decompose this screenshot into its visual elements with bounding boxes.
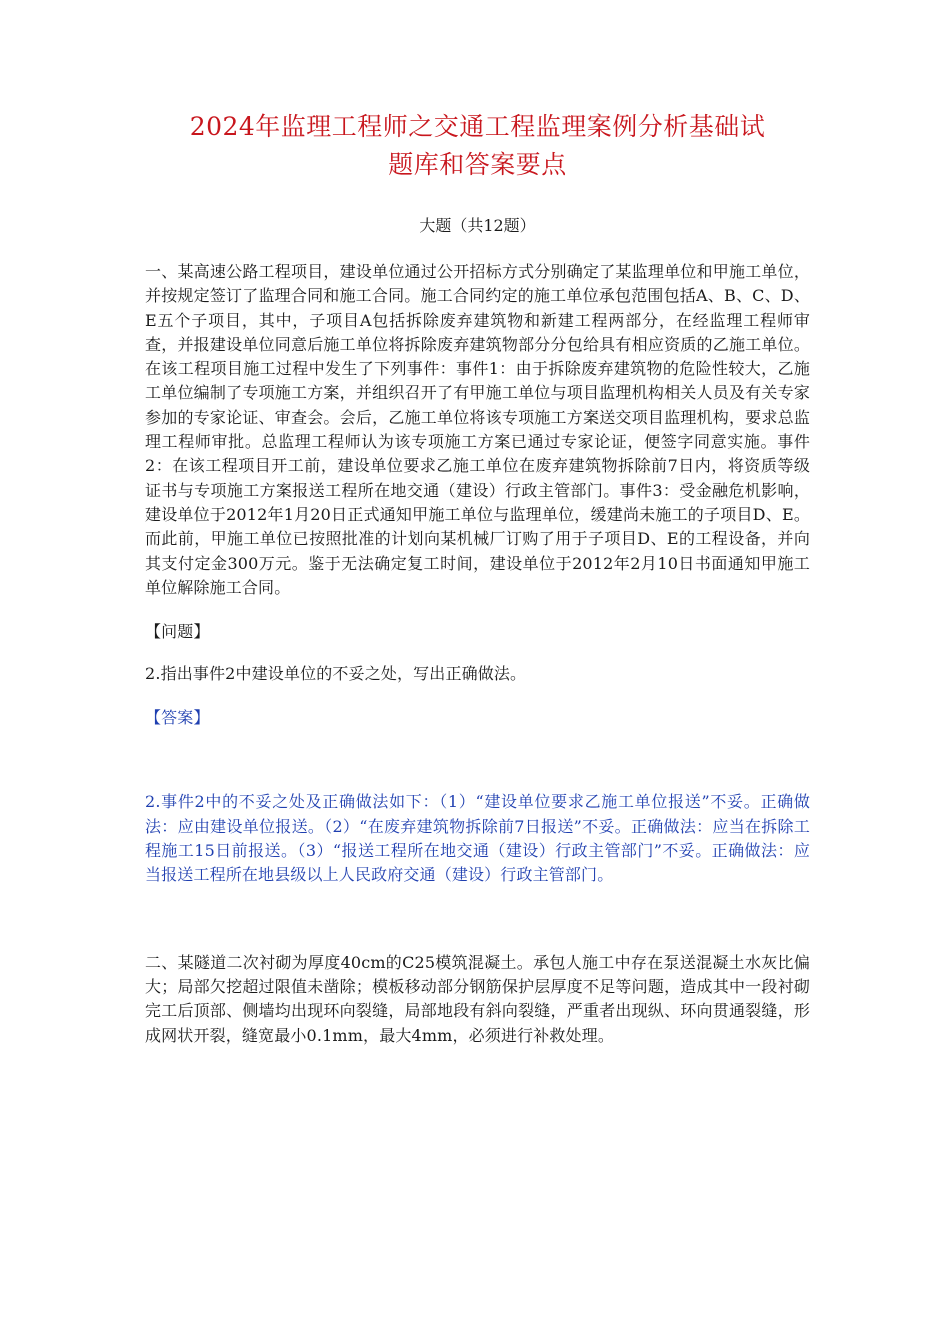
title-line-1: 2024年监理工程师之交通工程监理案例分析基础试 (189, 112, 766, 141)
answer-label: 【答案】 (145, 708, 210, 728)
document-title (145, 108, 810, 184)
question-label: 【问题】 (145, 622, 210, 642)
question-2-stem: 二、某隧道二次衬砌为厚度40cm的C25模筑混凝土。承包人施工中存在泵送混凝土水灰比偏大；局部欠挖超过限值未凿除；模板移动部分钢筋保护层厚度不足等问题，造成其中一段衬砌完工后顶部、侧墙均出现环向裂缝，局部地段有斜向裂缝，严重者出现纵、环向贯通裂缝，形成网状开裂，缝宽最小0.1mm，最大4mm，必须进行补救处理。 (145, 952, 810, 1045)
title-line-2: 题库和答案要点 (388, 150, 567, 179)
question-1-stem: 一、某高速公路工程项目，建设单位通过公开招标方式分别确定了某监理单位和甲施工单位，并按规定签订了监理合同和施工合同。施工合同约定的施工单位承包范围包括A、B、C、D、E五个子项目，其中，子项目A包括拆除废弃建筑物和新建工程两部分，在经监理工程师审查，并报建设单位同意后施工单位将拆除废弃建筑物部分分包给具有相应资质的乙施工单位。在该工程项目施工过程中发生了下列事件：事件1：由于拆除废弃建筑物的危险性较大，乙施工单位编制了专项施工方案，并组织召开了有甲施工单位与项目监理机构相关人员及有关专家参加的专家论证、审查会。会后，乙施工单位将该专项施工方案送交项目监理机构，要求总监理工程师审批。总监理工程师认为该专项施工方案已通过专家论证，便签字同意实施。事件2：在该工程项目开工前，建设单位要求乙施工单位在废弃建筑物拆除前7日内，将资质等级证书与专项施工方案报送工程所在地交通（建设）行政主管部门。事件3：受金融危机影响，建设单位于2012年1月20日正式通知甲施工单位与监理单位，缓建尚未施工的子项目D、E。而此前，甲施工单位已按照批准的计划向某机械厂订购了用于子项目D、E的工程设备，并向其支付定金300万元。鉴于无法确定复工时间，建设单位于2012年2月10日书面通知甲施工单位解除施工合同。 (145, 262, 810, 597)
question-1-prompt: 2.指出事件2中建设单位的不妥之处，写出正确做法。 (145, 664, 527, 684)
question-1-answer: 2.事件2中的不妥之处及正确做法如下：（1）“建设单位要求乙施工单位报送”不妥。正确做法：应由建设单位报送。（2）“在废弃建筑物拆除前7日报送”不妥。正确做法：应当在拆除工程施工15日前报送。（3）“报送工程所在地交通（建设）行政主管部门”不妥。正确做法：应当报送工程所在地县级以上人民政府交通（建设）行政主管部门。 (145, 792, 810, 885)
section-heading: 大题（共12题） (419, 216, 536, 235)
document-page (145, 108, 810, 1048)
